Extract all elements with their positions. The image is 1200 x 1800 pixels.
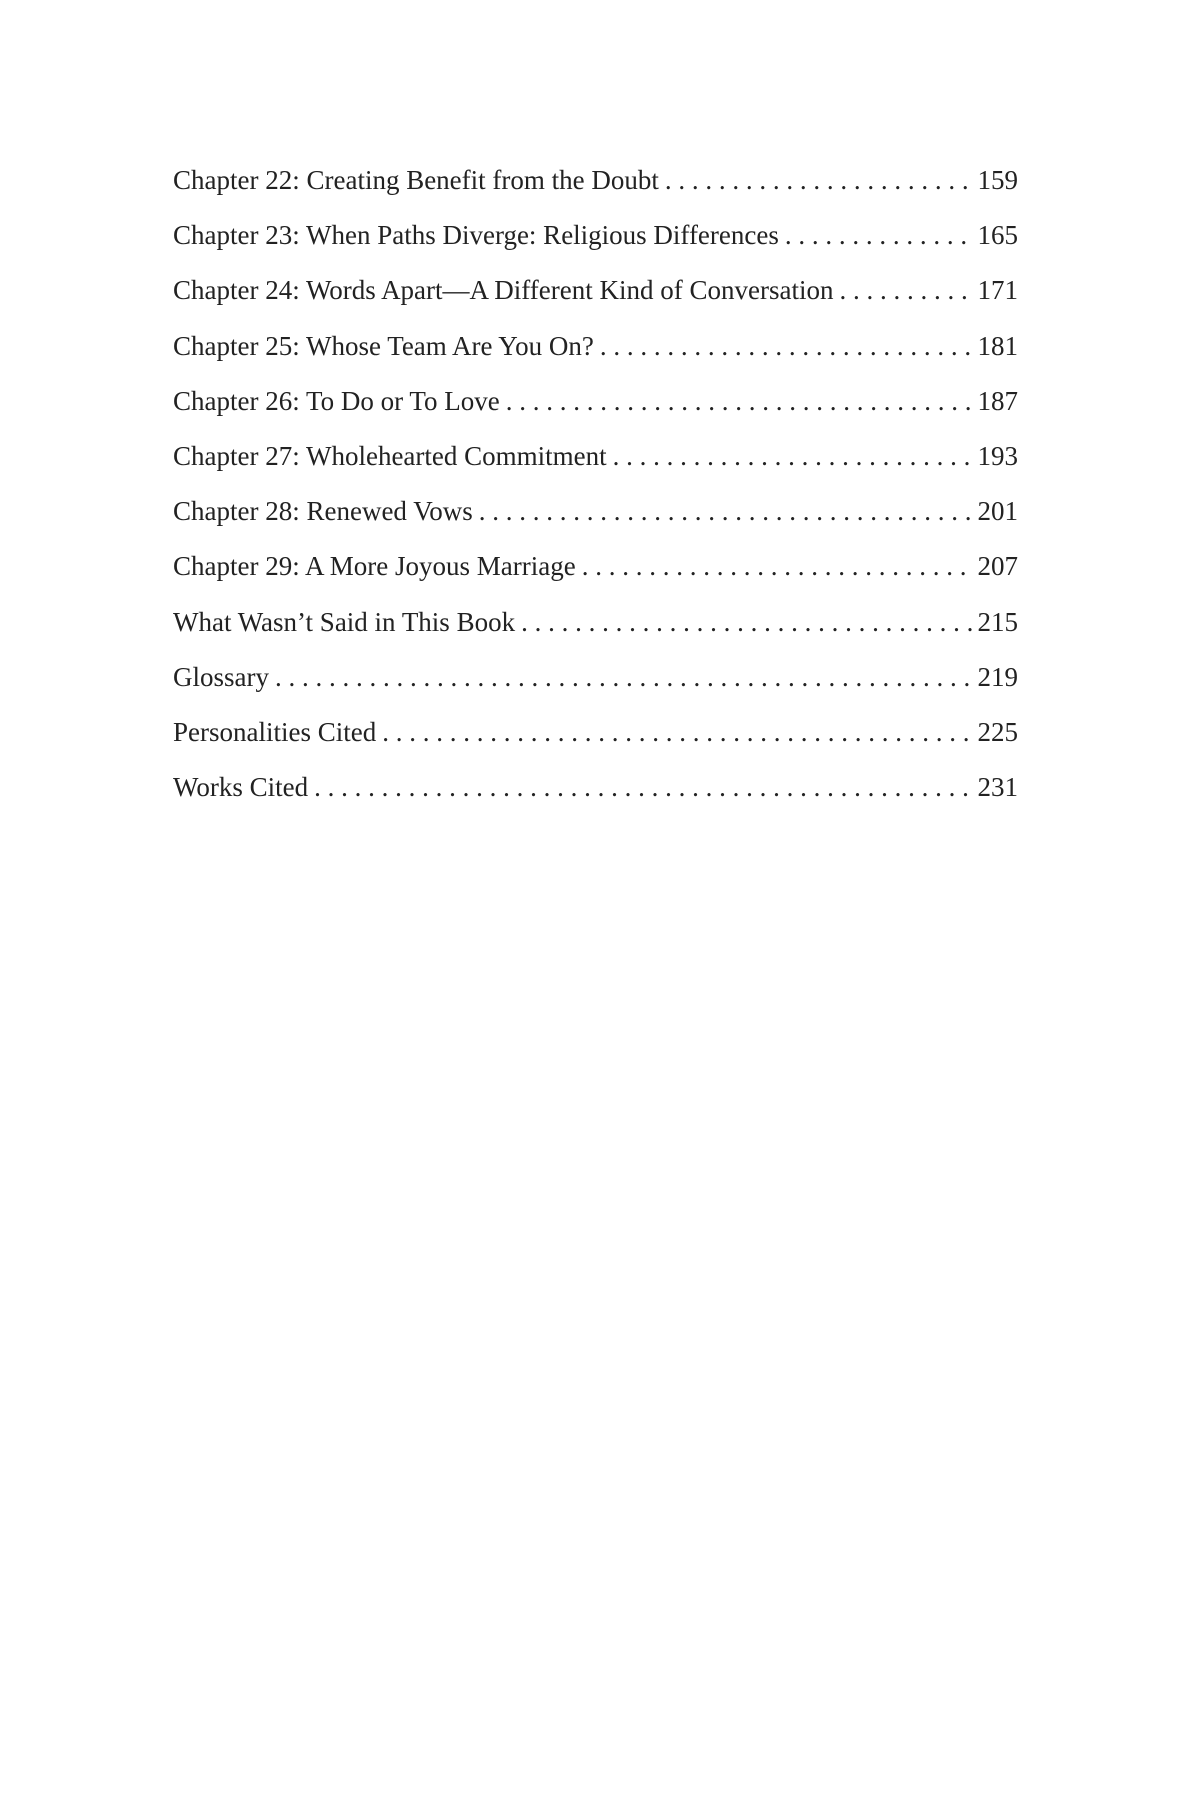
toc-entry-what-wasnt-said xyxy=(173,607,1018,662)
toc-entry-personalities-cited xyxy=(173,717,1018,772)
toc-entry-page-number: 207 xyxy=(977,551,1018,582)
dot-leader xyxy=(613,441,972,472)
toc-entry-page-number: 193 xyxy=(977,440,1018,471)
dot-leader xyxy=(600,331,972,362)
toc-entry-glossary xyxy=(173,662,1018,717)
toc-entry-chapter-26 xyxy=(173,386,1018,441)
toc-entry-title: Chapter 25: Whose Team Are You On? xyxy=(173,330,594,361)
toc-entry-page-number: 171 xyxy=(977,275,1018,306)
dot-leader xyxy=(665,165,972,196)
toc-entry-title: Glossary xyxy=(173,661,269,692)
dot-leader xyxy=(314,772,971,803)
toc-entry-page-number: 225 xyxy=(977,716,1018,747)
toc-entry-page-number: 215 xyxy=(977,606,1018,637)
toc-entry-works-cited xyxy=(173,772,1018,827)
toc-entry-chapter-24 xyxy=(173,275,1018,330)
toc-entry-chapter-29 xyxy=(173,551,1018,606)
toc-entry-title: Chapter 27: Wholehearted Commitment xyxy=(173,440,607,471)
toc-entry-page-number: 231 xyxy=(977,772,1018,803)
table-of-contents xyxy=(173,165,1018,827)
dot-leader xyxy=(582,551,972,582)
toc-entry-page-number: 219 xyxy=(977,661,1018,692)
toc-entry-chapter-28 xyxy=(173,496,1018,551)
toc-entry-title: What Wasn’t Said in This Book xyxy=(173,606,516,637)
toc-entry-title: Chapter 23: When Paths Diverge: Religious Differences xyxy=(173,220,779,251)
toc-entry-title: Chapter 26: To Do or To Love xyxy=(173,385,500,416)
toc-entry-chapter-23 xyxy=(173,220,1018,275)
toc-entry-title: Personalities Cited xyxy=(173,716,377,747)
dot-leader xyxy=(521,607,971,638)
dot-leader xyxy=(839,275,971,306)
dot-leader xyxy=(382,717,971,748)
toc-entry-chapter-27 xyxy=(173,441,1018,496)
toc-entry-chapter-22 xyxy=(173,165,1018,220)
toc-entry-page-number: 159 xyxy=(977,165,1018,195)
toc-entry-title: Chapter 28: Renewed Vows xyxy=(173,496,473,527)
toc-entry-title: Works Cited xyxy=(173,772,309,803)
toc-entry-page-number: 201 xyxy=(977,496,1018,527)
dot-leader xyxy=(785,220,972,251)
toc-entry-title: Chapter 22: Creating Benefit from the Doubt xyxy=(173,165,659,195)
toc-entry-title: Chapter 29: A More Joyous Marriage xyxy=(173,551,576,582)
toc-entry-page-number: 165 xyxy=(977,220,1018,251)
toc-entry-title: Chapter 24: Words Apart—A Different Kind of Conversation xyxy=(173,275,834,306)
toc-entry-chapter-25 xyxy=(173,331,1018,386)
toc-entry-page-number: 181 xyxy=(977,330,1018,361)
dot-leader xyxy=(479,496,972,527)
toc-entry-page-number: 187 xyxy=(977,385,1018,416)
dot-leader xyxy=(506,386,972,417)
dot-leader xyxy=(275,662,972,693)
